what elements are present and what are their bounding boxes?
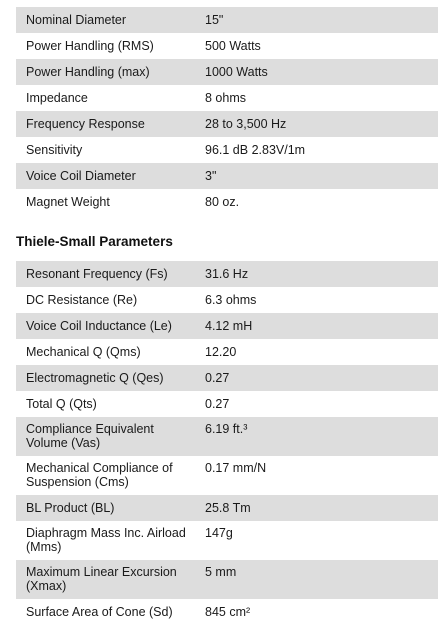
parameter-value: 12.20 [205, 345, 237, 359]
spec-row [16, 137, 438, 163]
spec-value: 500 Watts [205, 39, 261, 53]
section-heading: Thiele-Small Parameters [16, 234, 173, 249]
parameter-value: 845 cm² [205, 605, 251, 619]
spec-row [16, 163, 438, 189]
spec-label: Power Handling (RMS) [26, 39, 154, 53]
spec-value: 15" [195, 7, 438, 33]
parameter-value: 0.27 [195, 365, 438, 391]
parameter-label: Electromagnetic Q (Qes) [16, 365, 195, 391]
spec-row [16, 85, 438, 111]
parameter-label: Diaphragm Mass Inc. Airload (Mms) [26, 526, 186, 554]
parameter-value: 6.19 ft.³ [195, 417, 438, 456]
spec-row [16, 189, 438, 215]
parameter-value: 31.6 Hz [195, 261, 438, 287]
parameter-row [16, 365, 438, 391]
parameter-label: Mechanical Q (Qms) [26, 345, 141, 359]
thiele-small-table [16, 261, 438, 625]
parameter-label: BL Product (BL) [16, 495, 195, 521]
spec-label: Power Handling (max) [16, 59, 195, 85]
parameter-value: 147g [205, 526, 233, 540]
spec-value: 1000 Watts [195, 59, 438, 85]
parameter-label: DC Resistance (Re) [26, 293, 138, 307]
spec-label: Magnet Weight [26, 195, 110, 209]
parameter-label: Resonant Frequency (Fs) [16, 261, 195, 287]
parameter-row [16, 599, 438, 625]
spec-value: 3" [195, 163, 438, 189]
parameter-row [16, 391, 438, 417]
spec-label: Nominal Diameter [16, 7, 195, 33]
parameter-label: Mechanical Compliance of Suspension (Cms) [26, 461, 173, 489]
parameter-value: 25.8 Tm [195, 495, 438, 521]
spec-value: 96.1 dB 2.83V/1m [205, 143, 306, 157]
parameter-row [16, 287, 438, 313]
parameter-row [16, 261, 438, 287]
parameter-label: Total Q (Qts) [26, 397, 97, 411]
spec-row [16, 7, 438, 33]
parameter-label: Surface Area of Cone (Sd) [26, 605, 173, 619]
parameter-row [16, 313, 438, 339]
parameter-value: 5 mm [195, 560, 438, 599]
basic-specs-table [16, 7, 438, 215]
spec-row [16, 59, 438, 85]
spec-value: 8 ohms [205, 91, 246, 105]
parameter-row [16, 417, 438, 456]
parameter-row [16, 456, 438, 495]
spec-row [16, 33, 438, 59]
spec-label: Voice Coil Diameter [16, 163, 195, 189]
parameter-row [16, 495, 438, 521]
spec-label: Frequency Response [16, 111, 195, 137]
parameter-value: 0.27 [205, 397, 230, 411]
spec-value: 28 to 3,500 Hz [195, 111, 438, 137]
spec-label: Sensitivity [26, 143, 83, 157]
spec-label: Impedance [26, 91, 88, 105]
parameter-label: Maximum Linear Excursion (Xmax) [16, 560, 195, 599]
parameter-row [16, 339, 438, 365]
parameter-value: 0.17 mm/N [205, 461, 267, 475]
parameter-value: 6.3 ohms [205, 293, 257, 307]
parameter-row [16, 521, 438, 560]
parameter-row [16, 560, 438, 599]
spec-row [16, 111, 438, 137]
parameter-label: Voice Coil Inductance (Le) [16, 313, 195, 339]
spec-value: 80 oz. [205, 195, 240, 209]
parameter-value: 4.12 mH [195, 313, 438, 339]
parameter-label: Compliance Equivalent Volume (Vas) [16, 417, 195, 456]
